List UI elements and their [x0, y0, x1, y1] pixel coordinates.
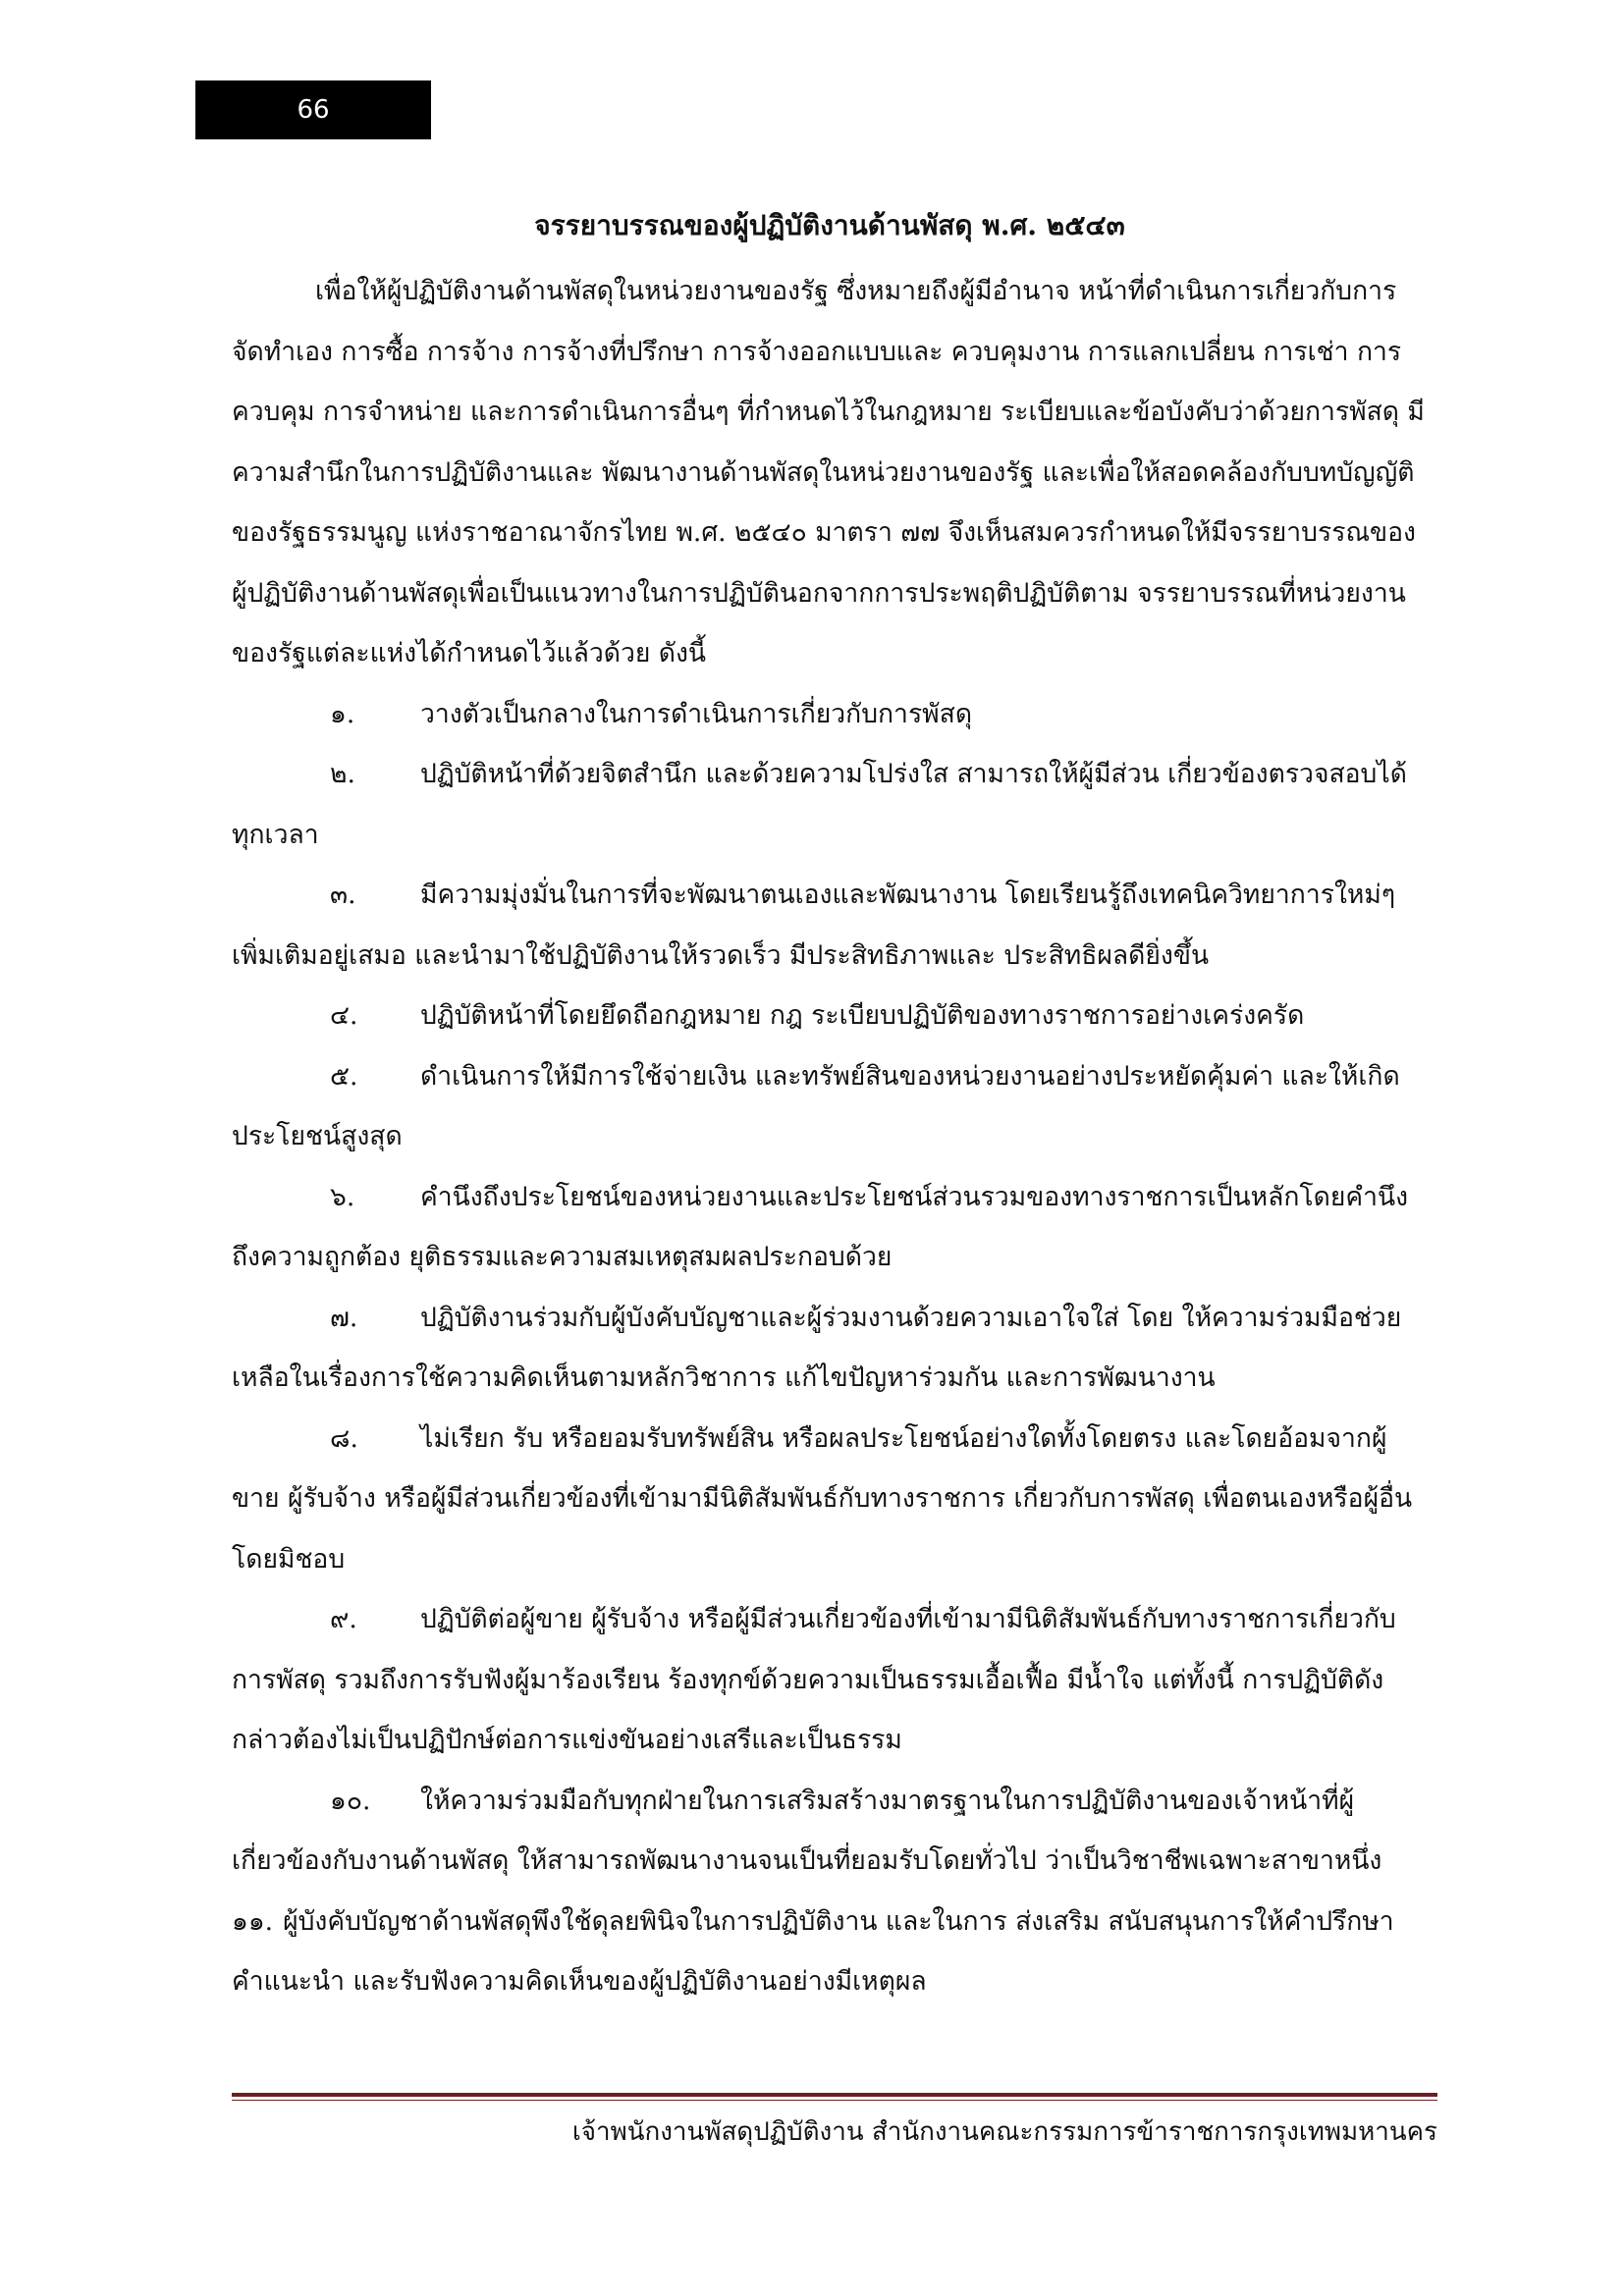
list-item — [232, 1046, 1428, 1167]
item-number: ๔. — [330, 1000, 358, 1031]
list-item — [232, 1167, 1428, 1288]
item-number: ๖. — [330, 1181, 355, 1212]
item-number: ๕. — [330, 1060, 358, 1092]
item-text: ปฏิบัติหน้าที่โดยยึดถือกฎหมาย กฎ ระเบียบปฏิบัติของทางราชการอย่างเคร่งครัด — [420, 1000, 1305, 1031]
item-text: มีความมุ่งมั่นในการที่จะพัฒนาตนเองและพัฒนางาน โดยเรียนรู้ถึงเทคนิควิทยาการใหม่ๆ เพิ่มเติมอยู่เสมอ และนำมาใช้ปฏิบัติงานให้รวดเร็ว มีประสิทธิภาพและ ประสิทธิผลดียิ่งขึ้น — [232, 880, 1396, 971]
document-title: จรรยาบรรณของผู้ปฏิบัติงานด้านพัสดุ พ.ศ. ๒๕๔๓ — [534, 209, 1125, 241]
list-item — [232, 1288, 1428, 1409]
list-item-11 — [232, 1892, 1428, 2012]
item-text: ดำเนินการให้มีการใช้จ่ายเงิน และทรัพย์สินของหน่วยงานอย่างประหยัดคุ้มค่า และให้เกิดประโยชน์สูงสุด — [232, 1060, 1400, 1151]
list-item — [232, 744, 1428, 865]
list-item — [232, 684, 1428, 745]
item-number: ๙. — [330, 1604, 357, 1634]
page-number-box — [195, 80, 431, 139]
item-number: ๘. — [330, 1422, 358, 1454]
list-item — [232, 1409, 1428, 1590]
item-number: ๓. — [330, 880, 356, 910]
item-text: ปฏิบัติหน้าที่ด้วยจิตสำนึก และด้วยความโปร่งใส สามารถให้ผู้มีส่วน เกี่ยวข้องตรวจสอบได้ทุกเวลา — [232, 759, 1407, 850]
intro-paragraph: เพื่อให้ผู้ปฏิบัติงานด้านพัสดุในหน่วยงานของรัฐ ซึ่งหมายถึงผู้มีอำนาจ หน้าที่ดำเนินการเกี่ยวกับการจัดทำเอง การซื้อ การจ้าง การจ้างที่ปรึกษา การจ้างออกแบบและ ควบคุมงาน การแลกเปลี่ยน การเช่า การควบคุม การจำหน่าย และการดำเนินการอื่นๆ ที่กำหนดไว้ในกฎหมาย ระเบียบและข้อบังคับว่าด้วยการพัสดุ มีความสำนึกในการปฏิบัติงานและ พัฒนางานด้านพัสดุในหน่วยงานของรัฐ และเพื่อให้สอดคล้องกับบทบัญญัติของรัฐธรรมนูญ แห่งราชอาณาจักรไทย พ.ศ. ๒๕๔๐ มาตรา ๗๗ จึงเห็นสมควรกำหนดให้มีจรรยาบรรณของ ผู้ปฏิบัติงานด้านพัสดุเพื่อเป็นแนวทางในการปฏิบัตินอกจากการประพฤติปฏิบัติตาม จรรยาบรรณที่หน่วยงานของรัฐแต่ละแห่งได้กำหนดไว้แล้วด้วย ดังนี้ — [232, 276, 1425, 668]
list-item — [232, 865, 1428, 986]
item-text: วางตัวเป็นกลางในการดำเนินการเกี่ยวกับการพัสดุ — [420, 698, 973, 729]
item-number: ๑. — [330, 698, 355, 729]
item-text: ปฏิบัติงานร่วมกับผู้บังคับบัญชาและผู้ร่วมงานด้วยความเอาใจใส่ โดย ให้ความร่วมมือช่วยเหลือในเรื่องการใช้ความคิดเห็นตามหลักวิชาการ แก้ไขปัญหาร่วมกัน และการพัฒนางาน — [232, 1302, 1402, 1393]
item-text: ผู้บังคับบัญชาด้านพัสดุพึงใช้ดุลยพินิจในการปฏิบัติงาน และในการ ส่งเสริม สนับสนุนการให้คำปรึกษา คำแนะนำ และรับฟังความคิดเห็นของผู้ปฏิบัติงานอย่างมีเหตุผล — [232, 1905, 1394, 1997]
item-text: ไม่เรียก รับ หรือยอมรับทรัพย์สิน หรือผลประโยชน์อย่างใดทั้งโดยตรง และโดยอ้อมจากผู้ขาย ผู้รับจ้าง หรือผู้มีส่วนเกี่ยวข้องที่เข้ามามีนิติสัมพันธ์กับทางราชการ เกี่ยวกับการพัสดุ เพื่อตนเองหรือผู้อื่นโดยมิชอบ — [232, 1422, 1413, 1575]
list-item — [232, 986, 1428, 1046]
item-text: ปฏิบัติต่อผู้ขาย ผู้รับจ้าง หรือผู้มีส่วนเกี่ยวข้องที่เข้ามามีนิติสัมพันธ์กับทางราชการเกี่ยวกับการพัสดุ รวมถึงการรับฟังผู้มาร้องเรียน ร้องทุกข์ด้วยความเป็นธรรมเอื้อเฟื้อ มีน้ำใจ แต่ทั้งนี้ การปฏิบัติดังกล่าวต้องไม่เป็นปฏิปักษ์ต่อการแข่งขันอย่างเสรีและเป็นธรรม — [232, 1604, 1396, 1755]
list-item — [232, 1589, 1428, 1771]
item-text: คำนึงถึงประโยชน์ของหน่วยงานและประโยชน์ส่วนรวมของทางราชการเป็นหลักโดยคำนึงถึงความถูกต้อง ยุติธรรมและความสมเหตุสมผลประกอบด้วย — [232, 1181, 1409, 1272]
footer-text: เจ้าพนักงานพัสดุปฏิบัติงาน สำนักงานคณะกรรมการข้าราชการกรุงเทพมหานคร — [571, 2117, 1437, 2147]
page-number: 66 — [297, 95, 330, 125]
footer-divider-thin — [232, 2100, 1437, 2101]
item-number: ๑๑. — [232, 1905, 274, 1937]
item-text: ให้ความร่วมมือกับทุกฝ่ายในการเสริมสร้างมาตรฐานในการปฏิบัติงานของเจ้าหน้าที่ผู้เกี่ยวข้องกับงานด้านพัสดุ ให้สามารถพัฒนางานจนเป็นที่ยอมรับโดยทั่วไป ว่าเป็นวิชาชีพเฉพาะสาขาหนึ่ง — [232, 1785, 1382, 1876]
list-item — [232, 1771, 1428, 1892]
item-number: ๑๐. — [330, 1785, 371, 1816]
document-body — [232, 261, 1428, 2012]
footer-divider — [232, 2093, 1437, 2097]
item-number: ๒. — [330, 759, 355, 789]
item-number: ๗. — [330, 1302, 358, 1333]
